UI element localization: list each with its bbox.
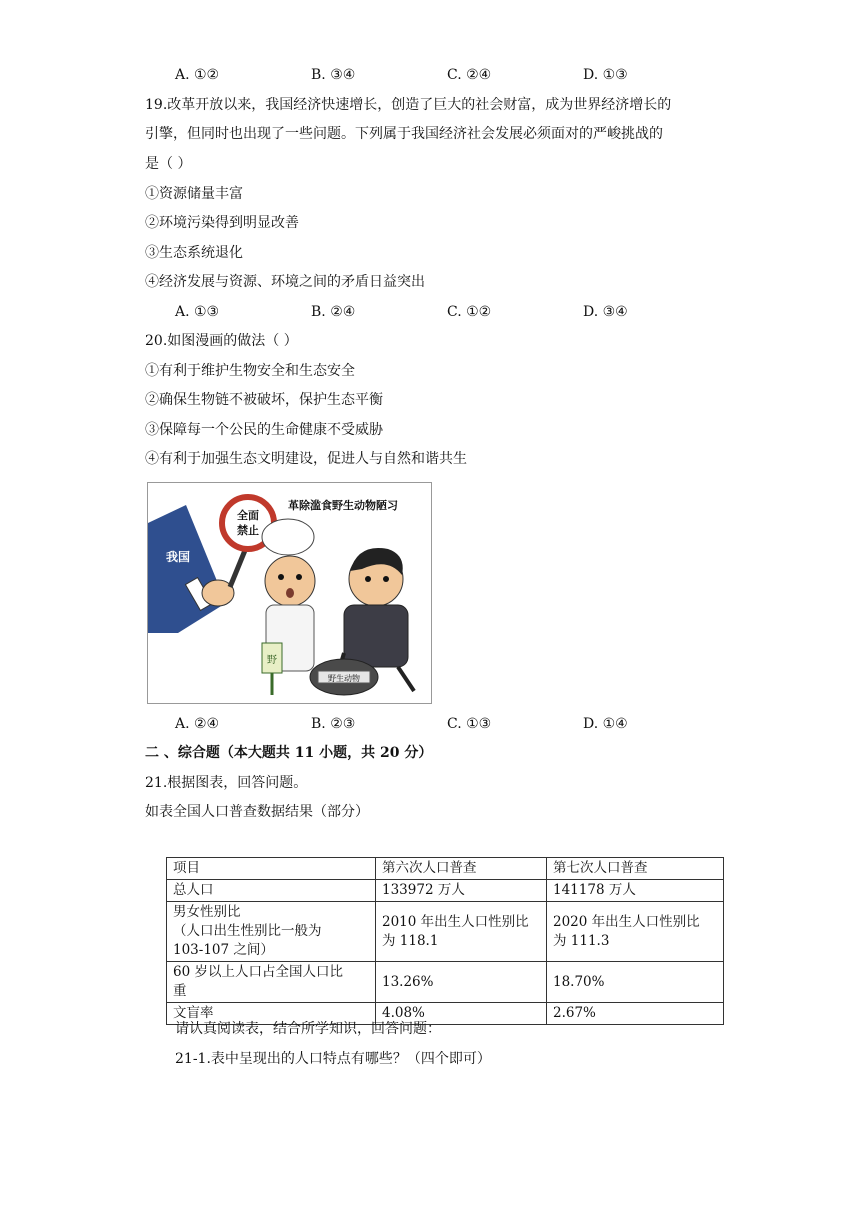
table-header-item: 项目 <box>167 858 376 880</box>
q21-sub-question-1: 21-1.表中呈现出的人口特点有哪些？（四个即可） <box>175 1051 491 1067</box>
row-seventh-line: 2020 年出生人口性别比 <box>553 913 700 930</box>
sleeve-label: 我国 <box>166 550 191 564</box>
q19-option-b: B. ②④ <box>311 304 356 320</box>
q20-option-d: D. ①④ <box>583 716 628 732</box>
sack-label: 野生动物 <box>328 674 360 683</box>
man-eye-right <box>383 576 389 582</box>
q19-option-a: A. ①③ <box>175 304 220 320</box>
row-label-line: 文盲率 <box>173 1005 214 1021</box>
row-sixth <box>376 902 547 962</box>
q20-item-2: ②确保生物链不被破坏，保护生态平衡 <box>145 392 383 408</box>
table-header-seventh: 第七次人口普查 <box>547 858 724 880</box>
table-header-row <box>167 858 724 880</box>
census-table <box>166 857 724 1025</box>
q20-options <box>175 714 735 734</box>
row-label-line: 男女性别比 <box>173 904 241 920</box>
row-seventh-line: 141178 万人 <box>553 882 636 898</box>
row-seventh <box>547 902 724 962</box>
row-seventh-line: 2.67% <box>553 1005 596 1021</box>
cartoon-image <box>147 482 432 704</box>
row-seventh <box>547 962 724 1003</box>
row-label-line: 总人口 <box>173 882 214 898</box>
q20-stem: 20.如图漫画的做法（ ） <box>145 333 298 349</box>
chef-mouth <box>286 588 294 598</box>
q19-stem-line-1: 19.改革开放以来，我国经济快速增长，创造了巨大的社会财富，成为世界经济增长的 <box>145 97 672 113</box>
q18-option-b: B. ③④ <box>311 67 356 83</box>
row-sixth-line: 133972 万人 <box>382 882 465 898</box>
row-sixth-line: 4.08% <box>382 1005 425 1021</box>
q19-item-2: ②环境污染得到明显改善 <box>145 215 299 231</box>
q19-item-4: ④经济发展与资源、环境之间的矛盾日益突出 <box>145 274 425 290</box>
man-body <box>344 605 408 667</box>
row-sixth <box>376 962 547 1003</box>
ban-sign-line-2: 禁止 <box>237 524 259 537</box>
q20-option-b: B. ②③ <box>311 716 356 732</box>
q21-stem: 21.根据图表，回答问题。 <box>145 775 308 791</box>
q19-options <box>175 302 735 322</box>
row-seventh-line: 18.70% <box>553 973 605 990</box>
row-seventh <box>547 880 724 902</box>
q19-option-d: D. ③④ <box>583 304 628 320</box>
chef-hat <box>262 519 314 555</box>
row-label-line: 103-107 之间） <box>173 942 274 958</box>
q19-stem-line-3: 是（ ） <box>145 156 192 172</box>
cartoon-drawing <box>148 483 431 703</box>
row-sixth-line: 13.26% <box>382 973 434 990</box>
row-label-line: （人口出生性别比一般为 <box>173 923 322 939</box>
row-seventh-line: 为 111.3 <box>553 932 610 949</box>
row-label <box>167 902 376 962</box>
table-header-sixth: 第六次人口普查 <box>376 858 547 880</box>
chef-eye-left <box>278 574 284 580</box>
sleeve-shape <box>148 505 226 633</box>
chef-face <box>265 556 315 606</box>
ban-sign-line-1: 全面 <box>237 509 259 522</box>
q20-option-a: A. ②④ <box>175 716 220 732</box>
q19-item-3: ③生态系统退化 <box>145 245 243 261</box>
q20-item-1: ①有利于维护生物安全和生态安全 <box>145 363 355 379</box>
q18-option-c: C. ②④ <box>447 67 492 83</box>
row-seventh <box>547 1003 724 1025</box>
row-label <box>167 962 376 1003</box>
row-label <box>167 880 376 902</box>
chef-eye-right <box>296 574 302 580</box>
q18-options <box>175 65 735 85</box>
q21-table-caption: 如表全国人口普查数据结果（部分） <box>145 804 369 820</box>
q20-item-4: ④有利于加强生态文明建设，促进人与自然和谐共生 <box>145 451 467 467</box>
table-row <box>167 902 724 962</box>
row-label-line: 60 岁以上人口占全国人口比 <box>173 964 343 980</box>
table-row <box>167 962 724 1003</box>
q21-instruction: 请认真阅读表，结合所学知识，回答问题： <box>175 1021 441 1037</box>
row-sixth-line: 2010 年出生人口性别比 <box>382 913 529 930</box>
row-label-line: 重 <box>173 983 187 999</box>
small-sign-label: 野 <box>267 655 277 666</box>
table-row <box>167 880 724 902</box>
q19-stem-line-2: 引擎，但同时也出现了一些问题。下列属于我国经济社会发展必须面对的严峻挑战的 <box>145 126 663 142</box>
q19-item-1: ①资源储量丰富 <box>145 186 243 202</box>
q18-option-d: D. ①③ <box>583 67 628 83</box>
row-sixth-line: 为 118.1 <box>382 932 439 949</box>
q18-option-a: A. ①② <box>175 67 220 83</box>
q19-option-c: C. ①② <box>447 304 492 320</box>
row-sixth <box>376 880 547 902</box>
q20-option-c: C. ①③ <box>447 716 492 732</box>
cartoon-banner: 革除滥食野生动物陋习 <box>288 499 398 512</box>
man-eye-left <box>365 576 371 582</box>
q20-item-3: ③保障每一个公民的生命健康不受威胁 <box>145 422 383 438</box>
section-2-title: 二 、综合题（本大题共 11 小题，共 20 分） <box>145 745 433 761</box>
